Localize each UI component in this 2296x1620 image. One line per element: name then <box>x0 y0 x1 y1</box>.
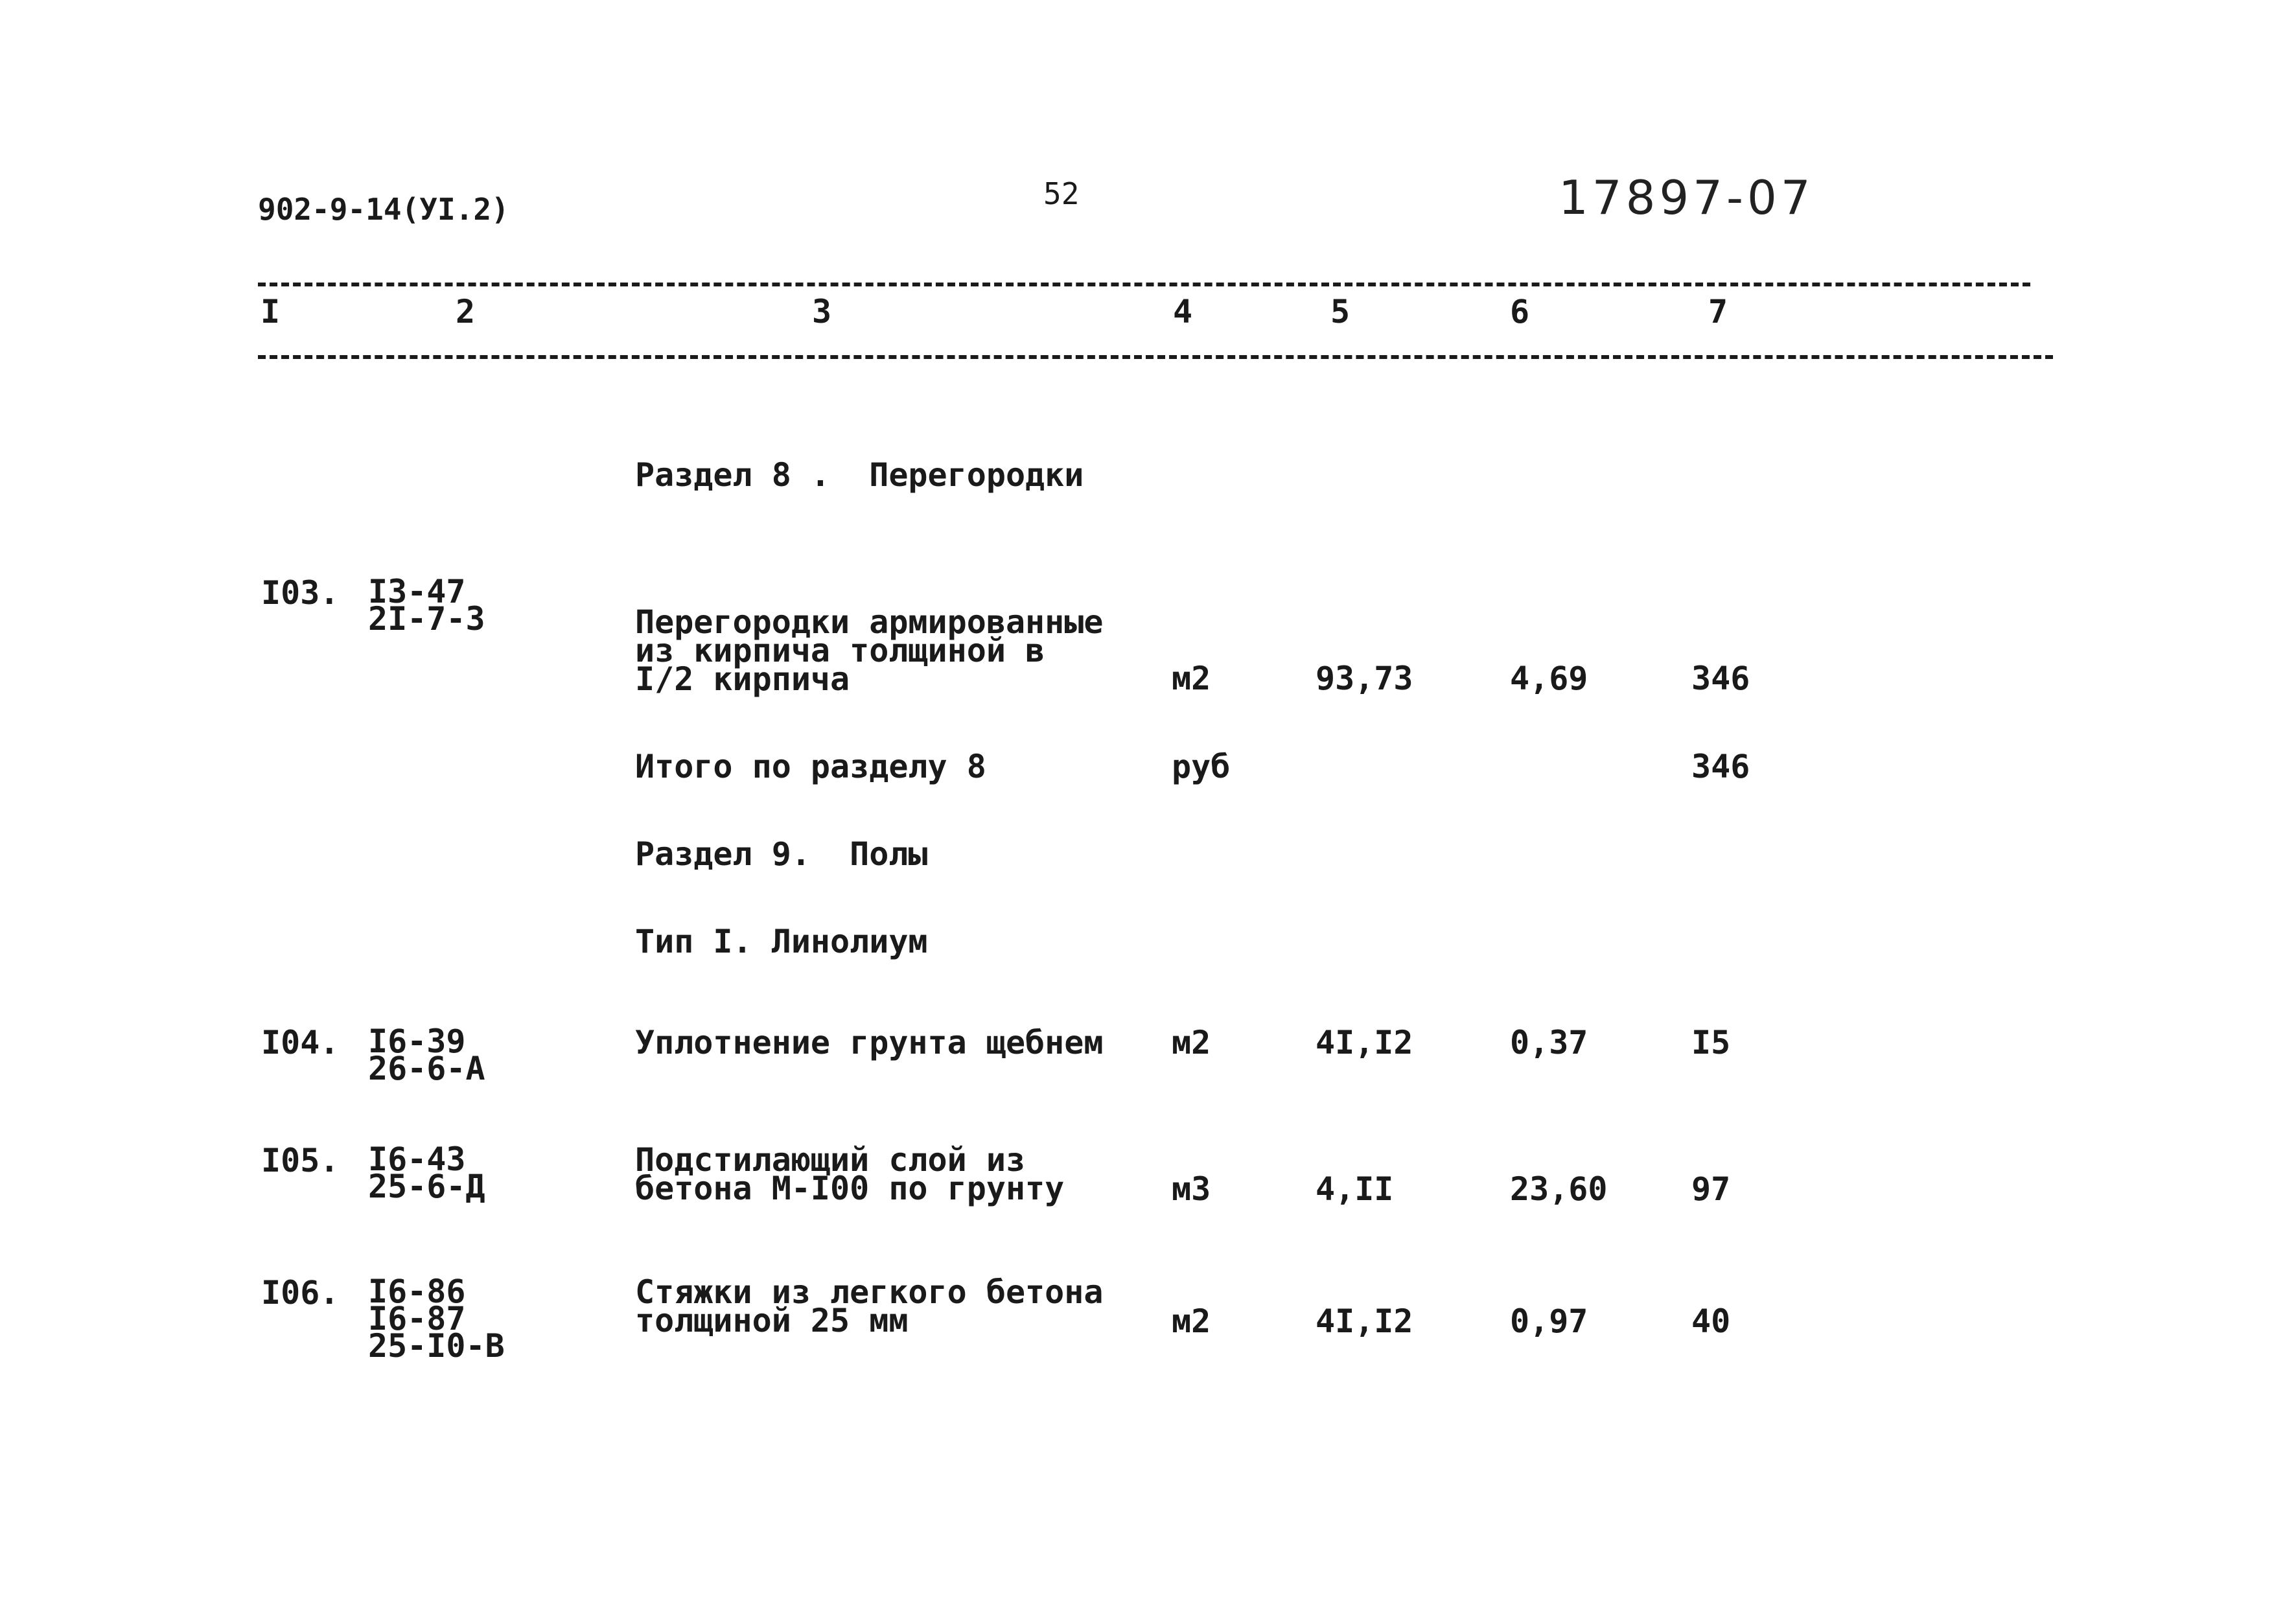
document-code: 902-9-14(УI.2) <box>258 192 509 227</box>
row-106-total: 40 <box>1691 1302 1731 1340</box>
row-106-description: Стяжки из легкого бетона толщиной 25 мм <box>635 1273 1104 1339</box>
column-number-2: 2 <box>456 293 476 330</box>
section-9-title: Раздел 9. Полы <box>635 835 928 873</box>
column-number-6: 6 <box>1510 293 1530 330</box>
row-104-number: I04. <box>261 1024 340 1061</box>
row-105-number: I05. <box>261 1142 340 1179</box>
row-104-description: Уплотнение грунта щебнем <box>635 1024 1104 1061</box>
column-number-3: 3 <box>812 293 832 330</box>
inventory-number: 17897-07 <box>1559 170 1815 225</box>
row-105-description: Подстилающий слой из бетона М-I00 по грунту <box>635 1141 1065 1207</box>
row-105-unit: м3 <box>1172 1170 1211 1208</box>
row-106-codes: I6-86 I6-87 25-I0-В <box>368 1273 505 1365</box>
row-103-unit-price: 4,69 <box>1510 660 1588 697</box>
row-106-unit-price: 0,97 <box>1510 1302 1588 1340</box>
row-103-description: Перегородки армированные из кирпича толщиной в I/2 кирпича <box>635 603 1104 698</box>
column-number-1: I <box>261 293 281 330</box>
section-8-total-value: 346 <box>1691 748 1750 785</box>
row-104-unit-price: 0,37 <box>1510 1024 1588 1061</box>
bottom-dashed-rule <box>258 355 2053 359</box>
row-104-total: I5 <box>1691 1024 1731 1061</box>
row-103-total: 346 <box>1691 660 1750 697</box>
column-number-5: 5 <box>1330 293 1351 330</box>
row-106-unit: м2 <box>1172 1302 1211 1340</box>
section-9-subtitle: Тип I. Линолиум <box>635 923 928 960</box>
top-dashed-rule <box>258 283 2030 286</box>
page-number: 52 <box>1043 176 1080 211</box>
row-105-unit-price: 23,60 <box>1510 1170 1608 1208</box>
row-104-quantity: 4I,I2 <box>1316 1024 1413 1061</box>
section-8-total-label: Итого по разделу 8 <box>635 748 986 785</box>
row-105-total: 97 <box>1691 1170 1731 1208</box>
section-8-title: Раздел 8 . Перегородки <box>635 456 1084 494</box>
row-103-number: I03. <box>261 574 340 612</box>
row-104-unit: м2 <box>1172 1024 1211 1061</box>
row-104-codes: I6-39 26-6-А <box>368 1023 485 1087</box>
row-106-number: I06. <box>261 1274 340 1312</box>
column-number-7: 7 <box>1708 293 1728 330</box>
row-103-codes: I3-47 2I-7-3 <box>368 573 485 638</box>
row-103-quantity: 93,73 <box>1316 660 1413 697</box>
row-106-quantity: 4I,I2 <box>1316 1302 1413 1340</box>
column-number-4: 4 <box>1173 293 1193 330</box>
section-8-total-unit: руб <box>1172 748 1231 785</box>
row-105-codes: I6-43 25-6-Д <box>368 1140 485 1205</box>
row-105-quantity: 4,II <box>1316 1170 1394 1208</box>
row-103-unit: м2 <box>1172 660 1211 697</box>
